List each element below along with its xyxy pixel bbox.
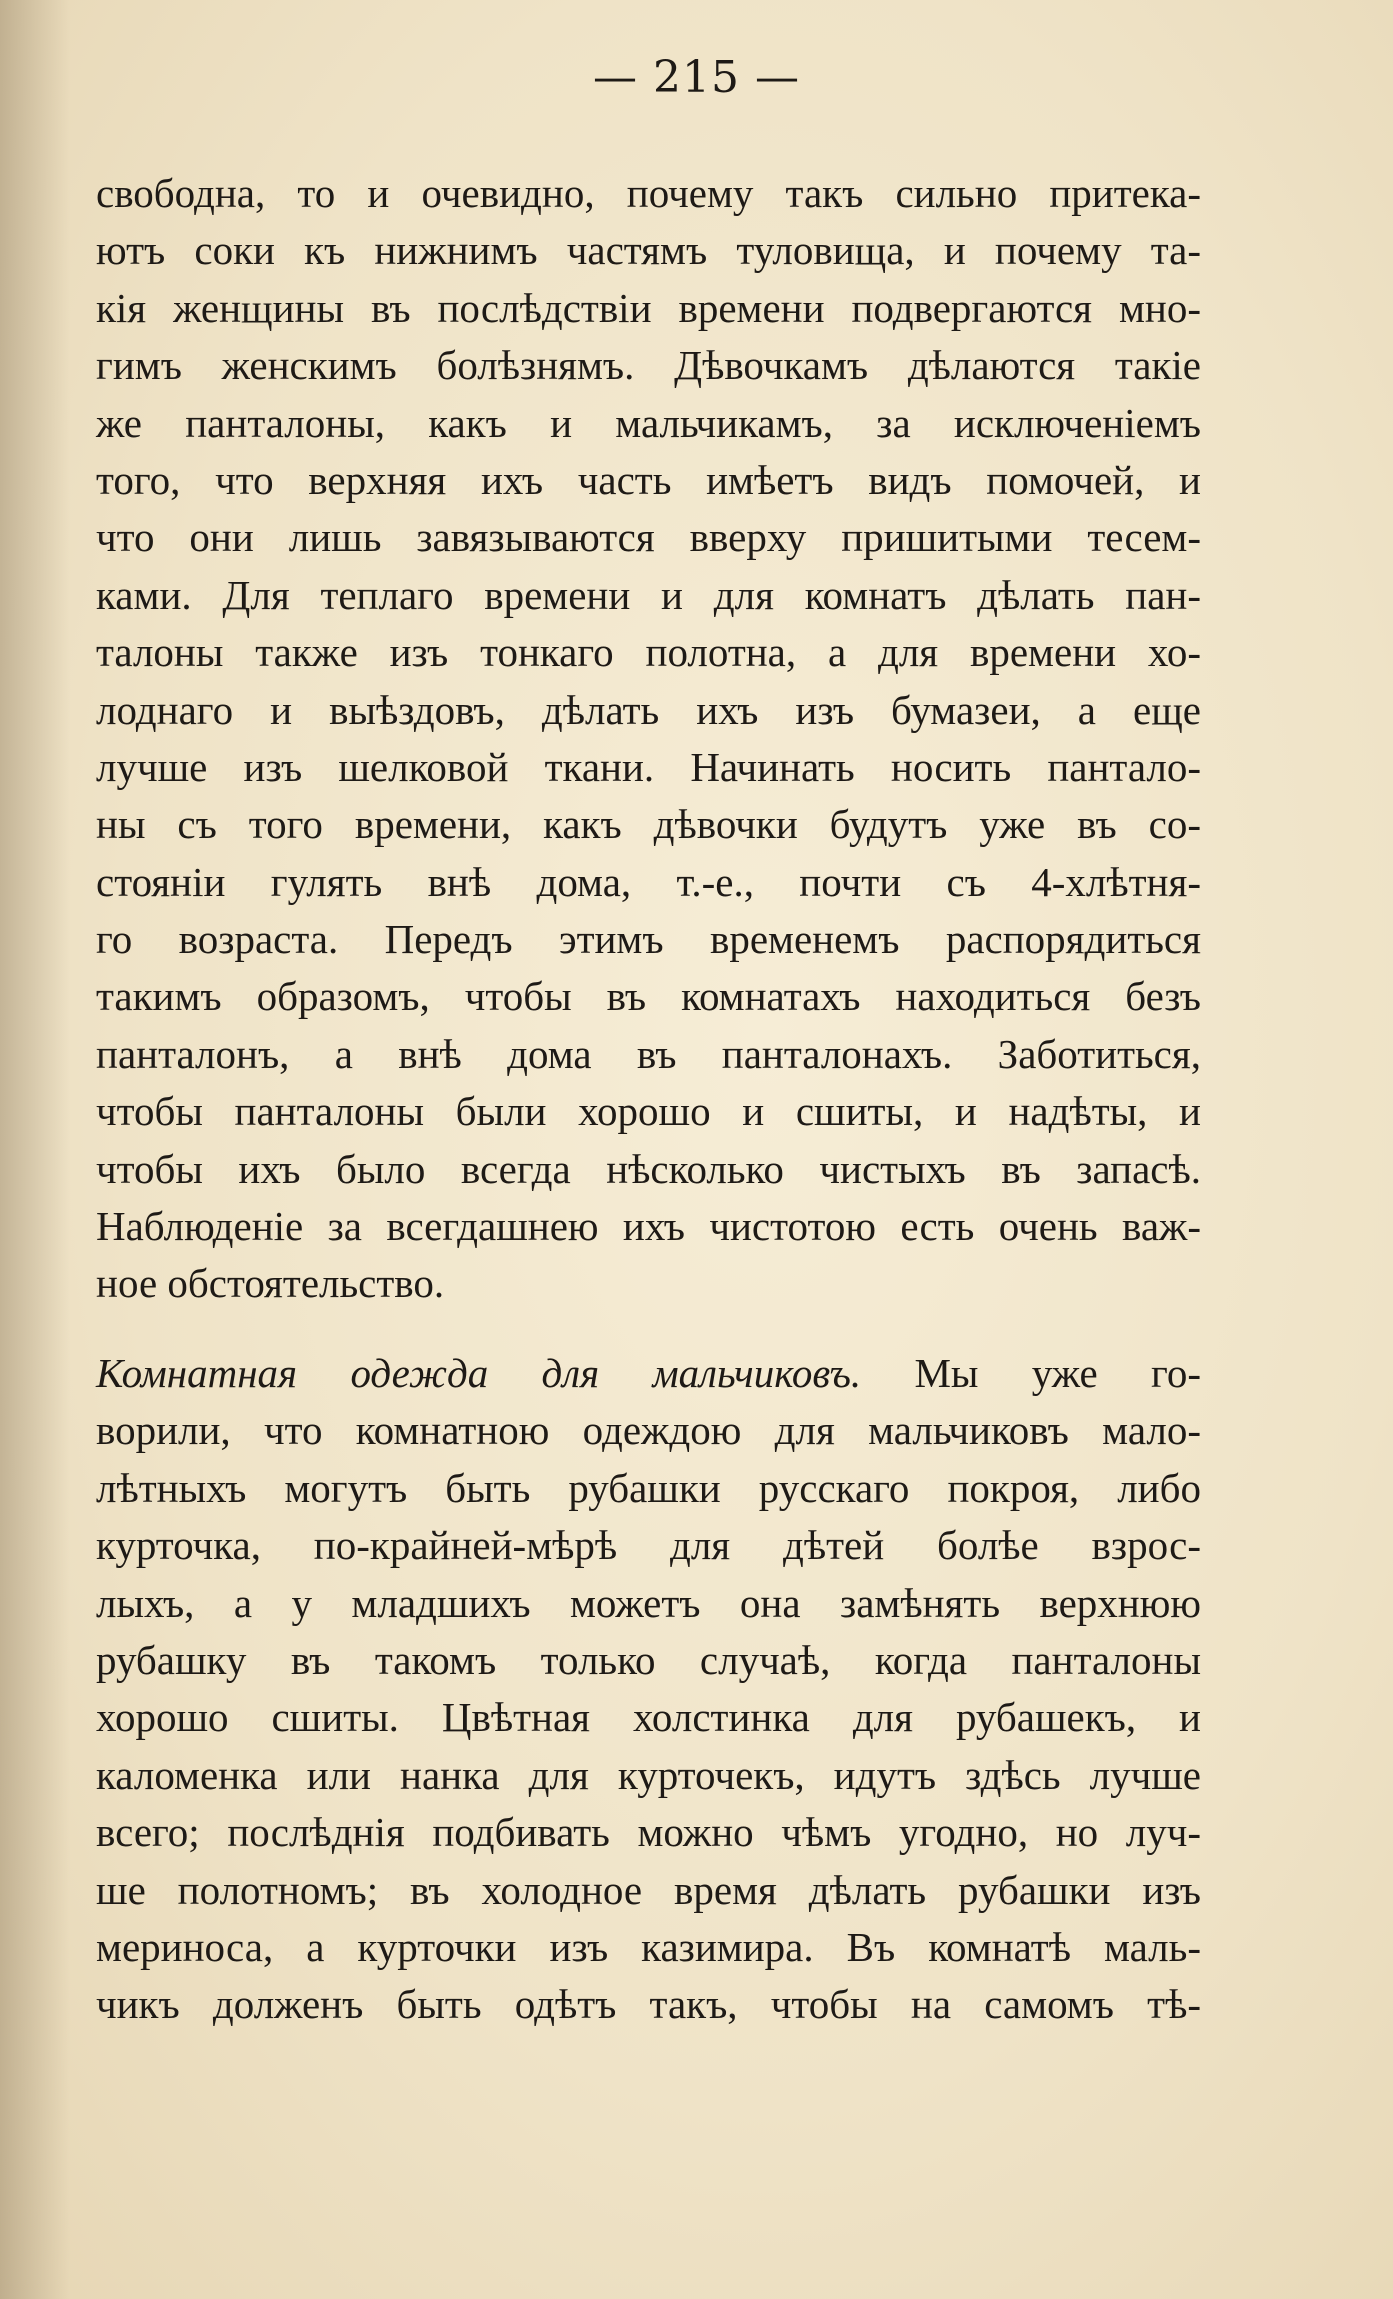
text-line: талоны также изъ тонкаго полотна, а для времени хо- — [96, 629, 1201, 676]
text-line: чикъ долженъ быть одѣтъ такъ, чтобы на самомъ тѣ- — [96, 1981, 1201, 2028]
text-line: Наблюденіе за всегдашнею ихъ чистотою есть очень важ- — [96, 1203, 1201, 1250]
text-line-heading — [96, 1345, 1201, 1402]
text-line: каломенка или нанка для курточекъ, идутъ здѣсь лучше — [96, 1751, 1201, 1798]
text-line: мериноса, а курточки изъ казимира. Въ комнатѣ маль- — [96, 1923, 1201, 1970]
text-line: рубашку въ такомъ только случаѣ, когда панталоны — [96, 1636, 1201, 1683]
text-line: лоднаго и выѣздовъ, дѣлать ихъ изъ бумазеи, а еще — [96, 686, 1201, 733]
text-line: курточка, по-крайней-мѣрѣ для дѣтей болѣе взрос- — [96, 1522, 1201, 1569]
page-number: — 215 — — [593, 52, 800, 103]
text-line: кія женщины въ послѣдствіи времени подвергаются мно- — [96, 284, 1201, 331]
text-line: стояніи гулять внѣ дома, т.-е., почти съ 4-хлѣтня- — [96, 858, 1201, 905]
text-line: ворили, что комнатною одеждою для мальчиковъ мало- — [96, 1407, 1201, 1454]
text-line: того, что верхняя ихъ часть имѣетъ видъ помочей, и — [96, 456, 1201, 503]
text-line: лѣтныхъ могутъ быть рубашки русскаго покроя, либо — [96, 1464, 1201, 1511]
text-line: ны съ того времени, какъ дѣвочки будутъ уже въ со- — [96, 801, 1201, 848]
text-line: хорошо сшиты. Цвѣтная холстинка для рубашекъ, и — [96, 1694, 1201, 1741]
text-line: что они лишь завязываются вверху пришитыми тесем- — [96, 514, 1201, 561]
text-line: ютъ соки къ нижнимъ частямъ туловища, и почему та- — [96, 227, 1201, 274]
text-line: лучше изъ шелковой ткани. Начинать носить пантало- — [96, 743, 1201, 790]
text-line: же панталоны, какъ и мальчикамъ, за исключеніемъ — [96, 399, 1201, 446]
text-line: ное обстоятельство. — [96, 1260, 445, 1307]
text-line: свободна, то и очевидно, почему такъ сильно притека- — [96, 170, 1201, 216]
paragraph-2 — [96, 1345, 1201, 2034]
text-line: чтобы ихъ было всегда нѣсколько чистыхъ въ запасѣ. — [96, 1145, 1201, 1192]
text-line: лыхъ, а у младшихъ можетъ она замѣнять верхнюю — [96, 1579, 1201, 1626]
page-edge-shadow — [0, 0, 70, 2299]
text-line: гимъ женскимъ болѣзнямъ. Дѣвочкамъ дѣлаются такіе — [96, 342, 1201, 389]
text-line: го возраста. Передъ этимъ временемъ распорядиться — [96, 916, 1201, 963]
text-line: чтобы панталоны были хорошо и сшиты, и надѣты, и — [96, 1088, 1201, 1135]
section-heading: Комнатная одежда для мальчиковъ. — [96, 1350, 862, 1396]
text-line: такимъ образомъ, чтобы въ комнатахъ находиться безъ — [96, 973, 1201, 1020]
paragraph-1 — [96, 165, 1201, 1313]
text-line: всего; послѣднія подбивать можно чѣмъ угодно, но луч- — [96, 1809, 1201, 1856]
text-line: ками. Для теплаго времени и для комнатъ дѣлать пан- — [96, 571, 1201, 618]
text-line: панталонъ, а внѣ дома въ панталонахъ. Заботиться, — [96, 1030, 1201, 1077]
text-line-rest: Мы уже го- — [914, 1350, 1201, 1396]
text-line: ше полотномъ; въ холодное время дѣлать рубашки изъ — [96, 1866, 1201, 1913]
